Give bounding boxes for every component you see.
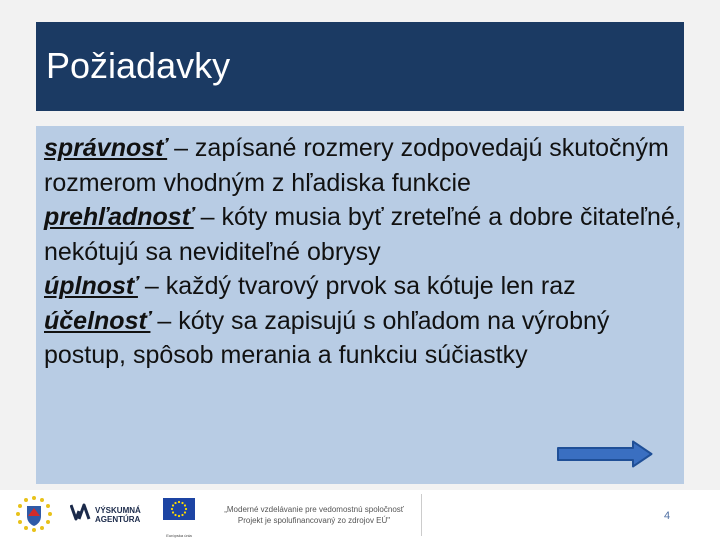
item-description: – kóty sa zapisujú s ohľadom na výrobný postup, spôsob merania a funkciu súčiastky — [44, 306, 610, 369]
page-number: 4 — [664, 510, 671, 522]
list-item — [44, 200, 684, 269]
term-purposefulness: účelnosť — [44, 306, 151, 335]
eu-flag-icon — [163, 498, 195, 532]
university-emblem-icon — [14, 494, 54, 534]
content-box — [36, 126, 684, 484]
list-item — [44, 304, 684, 373]
eu-caption: Európska únia — [166, 533, 192, 538]
term-clarity: prehľadnosť — [44, 203, 194, 231]
item-description: – kóty musia byť zreteľné a dobre čitateľné, nekótujú sa neviditeľné obrysy — [44, 203, 682, 266]
research-agency-logo-text: VÝSKUMNÁ AGENTÚRA — [95, 506, 141, 524]
term-correctness: správnosť — [44, 134, 168, 162]
research-agency-logo-icon — [70, 502, 92, 522]
term-completeness: úplnosť — [44, 272, 138, 300]
slide-title: Požiadavky — [46, 45, 231, 86]
item-description: – každý tvarový prvok sa kótuje len raz — [137, 272, 576, 300]
item-description: – zapísané rozmery zodpovedajú skutočným rozmerom vhodným z hľadiska funkcie — [44, 134, 669, 197]
title-bar — [36, 22, 684, 111]
list-item — [44, 131, 684, 200]
footer — [0, 490, 720, 540]
project-funding-note: „Moderné vzdelávanie pre vedomostnú spoločnosť Projekt je spolufinancovaný zo zdrojov EÚ" — [224, 505, 404, 525]
footer-divider — [421, 494, 422, 536]
requirements-list — [44, 131, 684, 373]
right-arrow-icon[interactable] — [557, 440, 653, 468]
list-item — [44, 269, 684, 304]
